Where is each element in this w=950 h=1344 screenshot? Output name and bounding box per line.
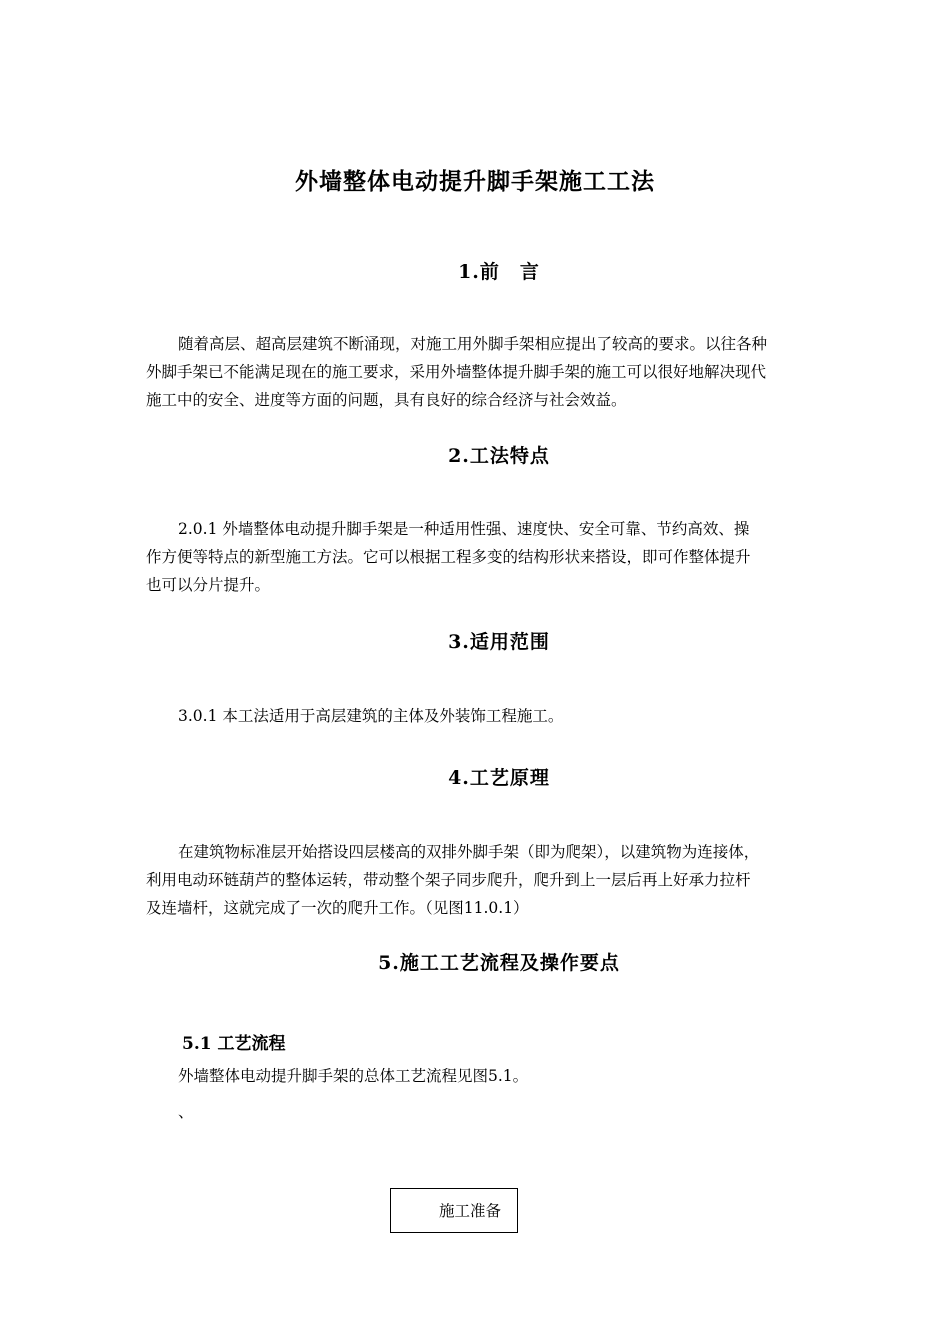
subsection-heading: 5.1 工艺流程 bbox=[182, 1034, 286, 1054]
paragraph-line: 在建筑物标准层开始搭设四层楼高的双排外脚手架（即为爬架），以建筑物为连接体， bbox=[178, 843, 760, 861]
subsection-text bbox=[178, 1062, 858, 1090]
paragraph-line: 也可以分片提升。 bbox=[146, 576, 271, 594]
section-heading-preface: 1.前 言 bbox=[458, 261, 540, 283]
section-heading-principle: 4.工艺原理 bbox=[448, 767, 550, 789]
paragraph-line: 随着高层、超高层建筑不断涌现，对施工用外脚手架相应提出了较高的要求。以往各种 bbox=[178, 335, 768, 353]
document-title: 外墙整体电动提升脚手架施工工法 bbox=[295, 168, 655, 195]
paragraph-line: 施工中的安全、进度等方面的问题，具有良好的综合经济与社会效益。 bbox=[146, 391, 627, 409]
section-heading-scope: 3.适用范围 bbox=[448, 631, 550, 653]
paragraph-line: 及连墙杆，这就完成了一次的爬升工作。（见图11.0.1） bbox=[146, 899, 529, 917]
section-paragraph-scope bbox=[146, 702, 826, 730]
section-paragraph-preface bbox=[146, 330, 826, 414]
paragraph-line: 作方便等特点的新型施工方法。它可以根据工程多变的结构形状来搭设，即可作整体提升 bbox=[146, 548, 751, 566]
section-paragraph-principle bbox=[146, 838, 826, 922]
section-heading-features: 2.工法特点 bbox=[448, 445, 550, 467]
paragraph-line: 2.0.1 外墙整体电动提升脚手架是一种适用性强、速度快、安全可靠、节约高效、操 bbox=[178, 520, 750, 538]
paragraph-line: 外脚手架已不能满足现在的施工要求，采用外墙整体提升脚手架的施工可以很好地解决现代 bbox=[146, 363, 767, 381]
paragraph-line: 利用电动环链葫芦的整体运转，带动整个架子同步爬升，爬升到上一层后再上好承力拉杆 bbox=[146, 871, 751, 889]
paragraph-line: 3.0.1 本工法适用于高层建筑的主体及外装饰工程施工。 bbox=[178, 707, 564, 725]
section-heading-process: 5.施工工艺流程及操作要点 bbox=[378, 952, 620, 974]
flowchart-box-label: 施工准备 bbox=[439, 1202, 502, 1220]
stray-mark: 、 bbox=[178, 1103, 194, 1121]
section-paragraph-features bbox=[146, 515, 826, 599]
paragraph-line: 外墙整体电动提升脚手架的总体工艺流程见图5.1。 bbox=[178, 1067, 529, 1085]
flowchart-box-preparation bbox=[390, 1188, 518, 1233]
